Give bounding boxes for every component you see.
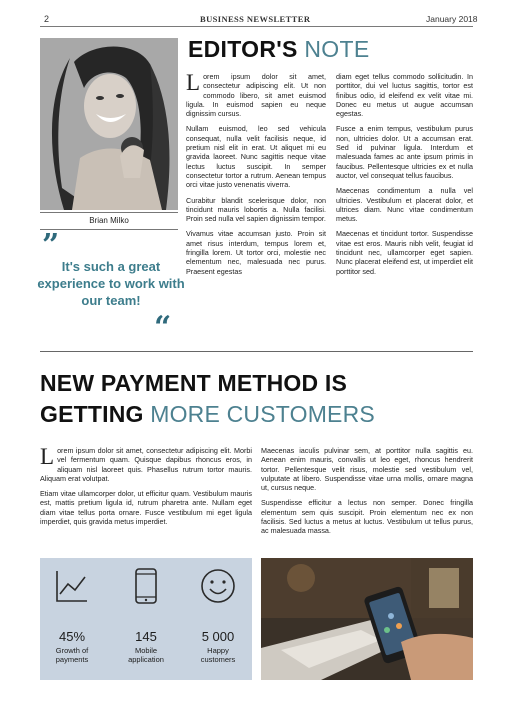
- editors-note-title: [188, 36, 369, 63]
- stat-label-line: Mobile: [134, 646, 158, 655]
- pull-quote: It's such a great experience to work with our team!: [37, 259, 185, 308]
- stat-label-line: Happy: [207, 646, 229, 655]
- photo-caption: Brian Milko: [89, 216, 129, 225]
- headline-line-2-light: MORE CUSTOMERS: [150, 401, 375, 427]
- editors-note-column-2: [336, 72, 473, 282]
- drop-cap: L: [186, 70, 201, 95]
- paragraph: orem ipsum dolor sit amet, consectetur adipiscing elit. Ut non commodo libero, sit amet euismod ligula. In euismod sapien eu neque dignissim cursus.: [186, 72, 326, 119]
- stat-value: 145: [135, 629, 157, 644]
- header-rule: [40, 26, 473, 27]
- paragraph: Maecenas et tincidunt tortor. Suspendisse vitae est eros. Mauris nibh velit, feugiat id tincidunt nec, ullamcorper eget sapien. Nunc placerat eleifend est, ut imperdiet elit porttitor sed.: [336, 229, 473, 276]
- line-chart-icon: [54, 568, 90, 604]
- paragraph: Nullam euismod, leo sed vehicula consequat, nulla velit facilisis neque, id pretium nisl elit in erat. Ut aliquet mi eu gravida laoreet. Nunc sagittis neque vitae lectus luctus suscipit. In semper consectetur tortor a rutrum. Aenean tempus orci vitae justo venenatis viverra.: [186, 124, 326, 190]
- article-column-1: [40, 446, 252, 532]
- quote-open-mark: ”: [42, 228, 60, 263]
- editor-photo: [40, 38, 178, 210]
- paragraph: Curabitur blandit scelerisque dolor, non tincidunt mauris lobortis a. Nulla facilisi. Proin sed nulla vel sapien dignissim tempor.: [186, 195, 326, 224]
- stat-value: 45%: [58, 629, 86, 644]
- headline-line-2-bold: GETTING: [40, 401, 144, 427]
- issue-date: January 2018: [426, 14, 478, 24]
- stat-label: [116, 646, 176, 664]
- paragraph: orem ipsum dolor sit amet, consectetur adipiscing elit. Morbi vel fermentum quam. Quisque dapibus rhoncus eros, in aliquam nisl laoreet quis. Phasellus rutrum tortor mauris. Aliquam erat volutpat.: [40, 446, 252, 483]
- stat-value: 5 000: [201, 629, 235, 644]
- stats-panel: [40, 558, 252, 680]
- stat-label-line: application: [128, 655, 164, 664]
- paragraph: Maecenas iaculis pulvinar sem, at porttitor nulla sagittis eu. Aenean enim mauris, convallis ut leo eget, rhoncus hendrerit tortor. Pellentesque velit risus, molestie sed vestibulum vel, vulputate at libero. Suspendisse vitae urna mollis, ornare magna ut, cursus neque.: [261, 446, 473, 493]
- drop-cap: L: [40, 444, 55, 469]
- contactless-payment-photo: [261, 558, 473, 680]
- quote-close-mark: “: [154, 310, 172, 345]
- editors-note-column-1: [186, 72, 326, 282]
- stat-label: [42, 646, 102, 664]
- newsletter-title: BUSINESS NEWSLETTER: [200, 14, 311, 24]
- paragraph: Suspendisse efficitur a lectus non semper. Donec fringilla elementum sem quis suscipit. Proin elementum nec ex non facilisis. Sed luctus a metus at luctus. Vestibulum ut tellus purus, ac malesuada massa.: [261, 498, 473, 536]
- paragraph: diam eget tellus commodo sollicitudin. In porttitor, dui vel luctus sagittis, tortor est finibus odio, id eleifend ex velit vitae mi. Donec eu metus ut augue accumsan egestas.: [336, 72, 473, 119]
- stat-label-line: customers: [200, 655, 236, 664]
- article-column-2: [261, 446, 473, 542]
- stat-label-line: payments: [55, 655, 89, 664]
- headline-line-1: NEW PAYMENT METHOD IS: [40, 370, 348, 396]
- paragraph: Fusce a enim tempus, vestibulum purus non, ultricies dolor. Ut a accumsan erat. Sed id pulvinar ligula. Interdum et malesuada fames ac ante ipsum primis in faucibus. Pellentesque ultricies ex et nulla auctor, vel consequat tellus faucibus.: [336, 124, 473, 180]
- paragraph: Vivamus vitae accumsan justo. Proin sit amet risus interdum, tempus lorem et, fringilla lorem. Ut tortor orci, molestie nec elementum nec, malesuada nec purus. Praesent egestas: [186, 229, 326, 276]
- caption-rule-bottom: [40, 229, 178, 230]
- smiley-icon: [200, 568, 236, 604]
- paragraph: Etiam vitae ullamcorper dolor, ut efficitur quam. Vestibulum mauris est, mattis pretium ligula id, rutrum pharetra ante. Nullam eget diam vitae tellus porta ornare. Fusce vestibulum mi eget ligula imperdiet, quis gravida metus imperdiet.: [40, 489, 252, 527]
- article-headline: [40, 368, 375, 430]
- stat-label: [188, 646, 248, 664]
- paragraph: Maecenas condimentum a nulla vel ultricies. Vestibulum et placerat dolor, et ultrices diam. Nunc vitae condimentum metus.: [336, 186, 473, 224]
- editors-note-title-bold: EDITOR'S: [188, 36, 298, 62]
- caption-rule-top: [40, 212, 178, 213]
- page-number: 2: [44, 14, 50, 24]
- smartphone-icon: [128, 568, 164, 604]
- stat-label-line: Growth of: [55, 646, 89, 655]
- section-divider: [40, 351, 473, 352]
- editors-note-title-light: NOTE: [304, 36, 370, 62]
